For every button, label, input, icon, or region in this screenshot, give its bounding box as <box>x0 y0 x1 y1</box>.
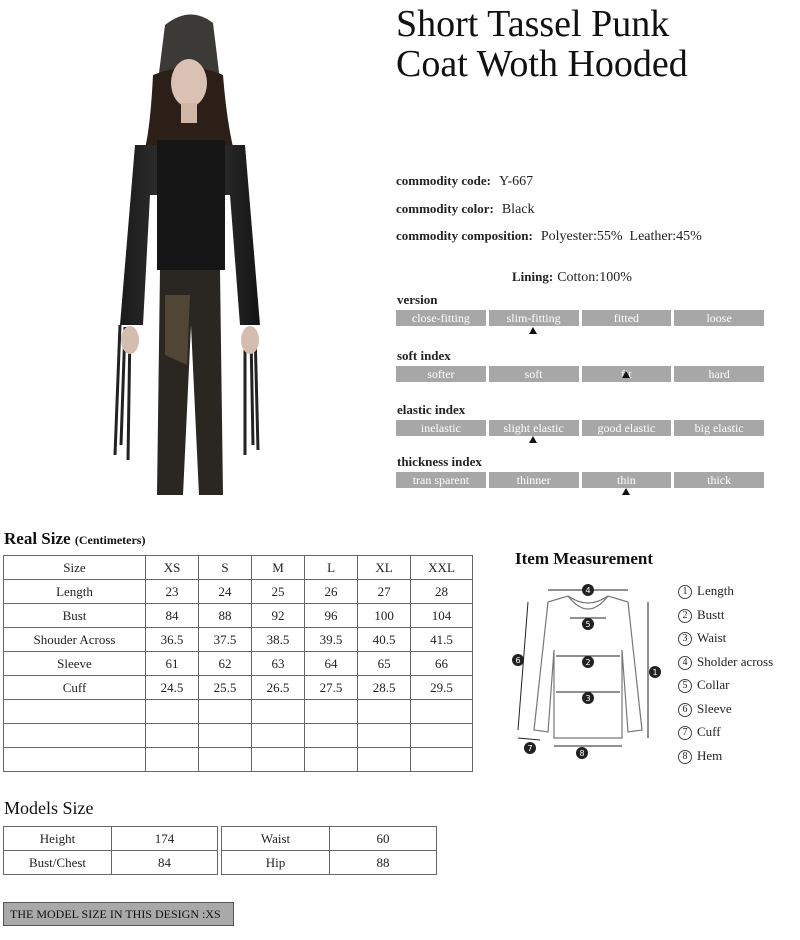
svg-text:5: 5 <box>585 620 591 629</box>
table-header-cell: M <box>252 556 305 580</box>
soft-index-marker <box>622 371 630 378</box>
version-option: slim-fitting <box>489 310 579 326</box>
table-row-empty <box>4 700 473 724</box>
soft-index-option: hard <box>674 366 764 382</box>
elastic-index-option: inelastic <box>396 420 486 436</box>
table-row <box>4 604 473 628</box>
table-cell: Length <box>4 580 146 604</box>
table-row <box>4 628 473 652</box>
table-header-cell: S <box>199 556 252 580</box>
commodity-composition-label: commodity composition: <box>396 228 533 243</box>
table-cell: 96 <box>305 604 358 628</box>
table-cell: Height <box>4 827 112 851</box>
legend-label: Length <box>697 583 734 598</box>
models-size-table-left <box>3 826 218 875</box>
table-cell: 27.5 <box>305 676 358 700</box>
table-cell: 28.5 <box>358 676 411 700</box>
version-label: version <box>397 292 438 307</box>
thickness-index-option: thin <box>582 472 672 488</box>
table-cell: Shouder Across <box>4 628 146 652</box>
table-cell: Cuff <box>4 676 146 700</box>
table-cell: 24.5 <box>146 676 199 700</box>
commodity-code-value: Y-667 <box>498 174 534 189</box>
table-cell: 88 <box>199 604 252 628</box>
table-cell: 37.5 <box>199 628 252 652</box>
real-size-unit: (Centimeters) <box>74 533 146 547</box>
real-size-table <box>3 555 473 772</box>
model-size-note: THE MODEL SIZE IN THIS DESIGN :XS <box>3 902 234 926</box>
legend-number: 7 <box>678 726 692 740</box>
legend-number: 8 <box>678 750 692 764</box>
version-option: fitted <box>582 310 672 326</box>
elastic-index-option: good elastic <box>582 420 672 436</box>
legend-item <box>678 676 773 700</box>
table-row <box>4 676 473 700</box>
table-cell: 26.5 <box>252 676 305 700</box>
legend-item <box>678 723 773 747</box>
legend-label: Sholder across <box>697 653 774 669</box>
table-cell: 65 <box>358 652 411 676</box>
commodity-code-label: commodity code: <box>396 173 491 188</box>
legend-number: 4 <box>678 656 692 670</box>
elastic-index-option: big elastic <box>674 420 764 436</box>
legend-item <box>678 747 773 771</box>
legend-label: Bustt <box>697 606 725 622</box>
table-header-cell: XL <box>358 556 411 580</box>
legend-label: Collar <box>697 677 730 692</box>
lining <box>512 269 632 286</box>
table-row-empty <box>4 748 473 772</box>
thickness-index-option: tran sparent <box>396 472 486 488</box>
table-cell: 104 <box>411 604 473 628</box>
table-row <box>4 580 473 604</box>
legend-label: Hem <box>697 747 723 763</box>
table-header-row <box>4 556 473 580</box>
table-cell: 26 <box>305 580 358 604</box>
item-measurement-title: Item Measurement <box>515 549 654 568</box>
svg-text:7: 7 <box>527 744 533 753</box>
table-cell: 41.5 <box>411 628 473 652</box>
soft-index-option: soft <box>489 366 579 382</box>
table-cell: 84 <box>146 604 199 628</box>
soft-index-label: soft index <box>397 348 451 363</box>
lining-label: Lining: <box>512 269 554 284</box>
model-photo <box>95 5 285 495</box>
table-header-cell: XXL <box>411 556 473 580</box>
commodity-code <box>396 173 533 190</box>
table-cell: Sleeve <box>4 652 146 676</box>
measurement-legend <box>678 582 773 770</box>
table-cell: 28 <box>411 580 473 604</box>
legend-number: 1 <box>678 585 692 599</box>
version-marker <box>529 327 537 334</box>
svg-text:2: 2 <box>585 658 591 667</box>
soft-index-scale <box>396 366 764 382</box>
soft-index-option: softer <box>396 366 486 382</box>
table-cell: 25 <box>252 580 305 604</box>
table-row-empty <box>4 724 473 748</box>
product-title-line2: Coat Woth Hooded <box>396 43 688 85</box>
measurement-diagram <box>510 580 670 765</box>
version-scale <box>396 310 764 326</box>
svg-text:1: 1 <box>652 668 658 677</box>
thickness-index-label: thickness index <box>397 454 482 469</box>
svg-text:6: 6 <box>515 656 521 665</box>
table-header-cell: Size <box>4 556 146 580</box>
table-cell: 61 <box>146 652 199 676</box>
table-cell: 38.5 <box>252 628 305 652</box>
version-option: close-fitting <box>396 310 486 326</box>
elastic-index-option: slight elastic <box>489 420 579 436</box>
elastic-index-label: elastic index <box>397 402 466 417</box>
legend-label: Cuff <box>697 724 721 739</box>
legend-item <box>678 582 773 606</box>
table-cell: 84 <box>112 851 218 875</box>
table-cell: 88 <box>330 851 437 875</box>
table-cell: 62 <box>199 652 252 676</box>
table-cell: 27 <box>358 580 411 604</box>
table-cell: 64 <box>305 652 358 676</box>
real-size-heading: Real Size <box>4 529 71 548</box>
thickness-index-option: thinner <box>489 472 579 488</box>
legend-number: 5 <box>678 679 692 693</box>
models-size-title: Models Size <box>4 798 94 818</box>
elastic-index-marker <box>529 436 537 443</box>
legend-number: 2 <box>678 609 692 623</box>
commodity-color-value: Black <box>501 202 535 217</box>
table-cell: Waist <box>222 827 330 851</box>
svg-text:8: 8 <box>579 749 585 758</box>
table-cell: 92 <box>252 604 305 628</box>
table-cell: 66 <box>411 652 473 676</box>
table-cell: 60 <box>330 827 437 851</box>
table-cell: 174 <box>112 827 218 851</box>
commodity-composition <box>396 228 702 245</box>
legend-number: 3 <box>678 632 692 646</box>
table-cell: 39.5 <box>305 628 358 652</box>
table-cell: 100 <box>358 604 411 628</box>
table-cell: Hip <box>222 851 330 875</box>
commodity-color <box>396 201 535 218</box>
table-row <box>222 827 437 851</box>
table-cell: Bust <box>4 604 146 628</box>
table-cell: 63 <box>252 652 305 676</box>
table-cell: 36.5 <box>146 628 199 652</box>
product-title-line1: Short Tassel Punk <box>396 3 670 45</box>
legend-label: Sleeve <box>697 700 732 716</box>
table-row <box>4 652 473 676</box>
table-header-cell: XS <box>146 556 199 580</box>
table-cell: 25.5 <box>199 676 252 700</box>
legend-item <box>678 606 773 630</box>
table-header-cell: L <box>305 556 358 580</box>
thickness-index-option: thick <box>674 472 764 488</box>
table-row <box>222 851 437 875</box>
soft-index-option: fit <box>582 366 672 382</box>
table-cell: Bust/Chest <box>4 851 112 875</box>
thickness-index-marker <box>622 488 630 495</box>
version-option: loose <box>674 310 764 326</box>
commodity-color-label: commodity color: <box>396 201 494 216</box>
models-size-table-right <box>221 826 437 875</box>
elastic-index-scale <box>396 420 764 436</box>
table-cell: 23 <box>146 580 199 604</box>
real-size-title <box>4 529 145 549</box>
svg-text:3: 3 <box>585 694 591 703</box>
table-cell: 29.5 <box>411 676 473 700</box>
legend-item <box>678 653 773 677</box>
legend-item <box>678 700 773 724</box>
product-title <box>396 4 796 84</box>
legend-item <box>678 629 773 653</box>
table-cell: 40.5 <box>358 628 411 652</box>
table-row <box>4 827 218 851</box>
table-row <box>4 851 218 875</box>
thickness-index-scale <box>396 472 764 488</box>
commodity-composition-value: Polyester:55% Leather:45% <box>540 229 702 244</box>
table-cell: 24 <box>199 580 252 604</box>
lining-value: Cotton:100% <box>557 270 632 285</box>
svg-text:4: 4 <box>585 586 591 595</box>
legend-number: 6 <box>678 703 692 717</box>
legend-label: Waist <box>697 630 727 645</box>
